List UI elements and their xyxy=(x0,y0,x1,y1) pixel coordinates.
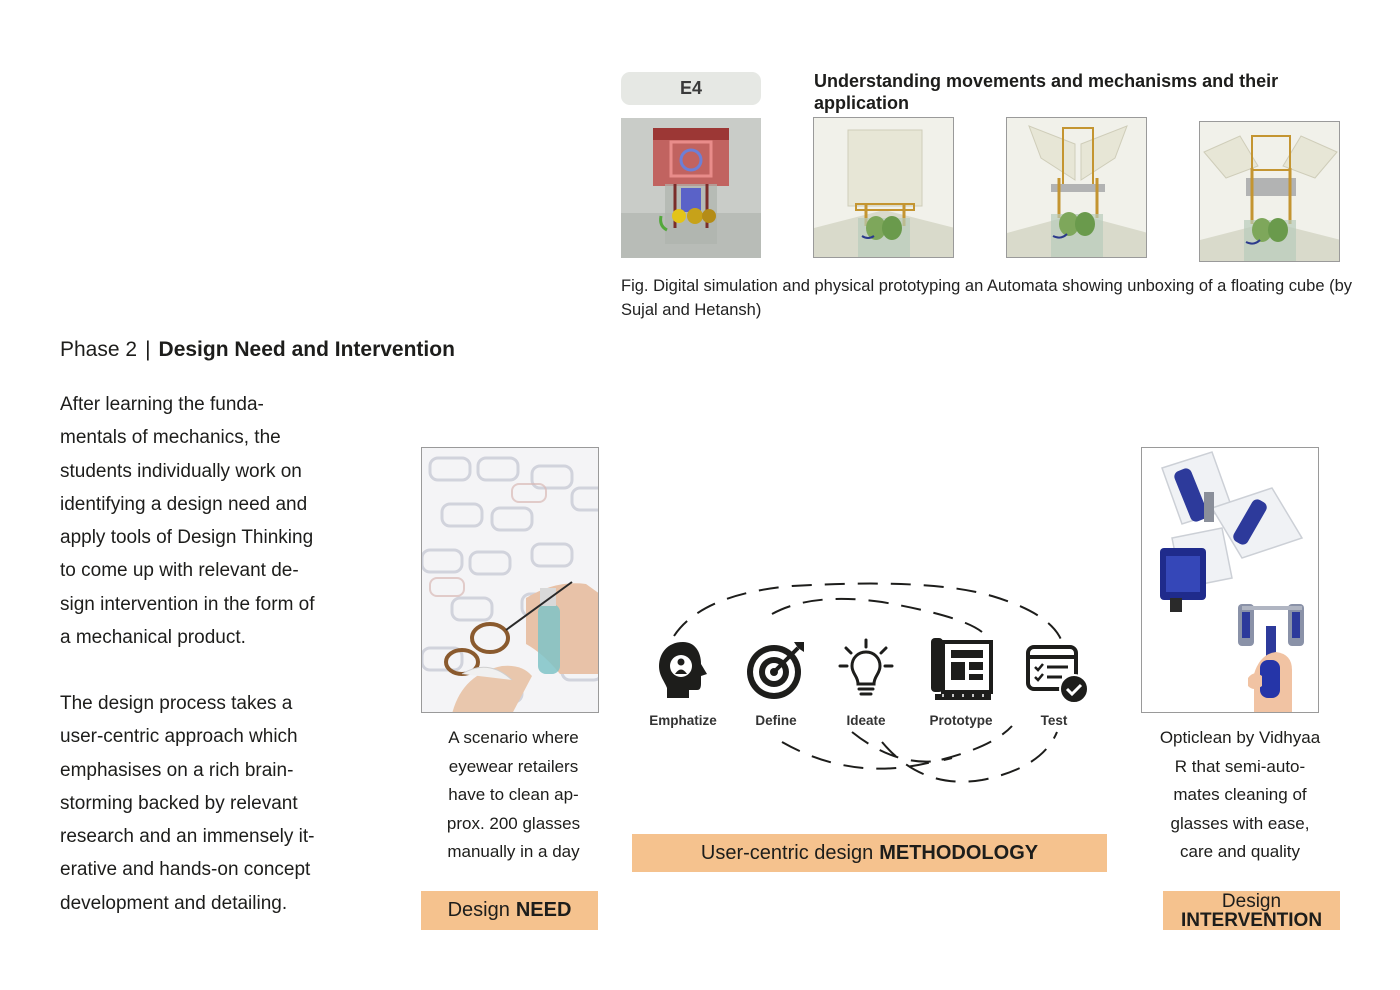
simulation-closed-cube-image xyxy=(813,117,954,258)
paragraph-line: research and an immensely it- xyxy=(60,826,315,848)
paragraph-line: to come up with relevant de- xyxy=(60,560,299,582)
phase-title: Design Need and Intervention xyxy=(158,338,455,361)
paragraph-line: After learning the funda- xyxy=(60,394,264,415)
caption-line: glasses with ease, xyxy=(1170,813,1310,833)
label-bold-text: METHODOLOGY xyxy=(879,841,1039,864)
emphatize-icon xyxy=(655,638,711,700)
paragraph-line: mentals of mechanics, the xyxy=(60,427,281,449)
define-target-icon xyxy=(744,640,806,702)
automata-prototype-photo xyxy=(621,118,761,258)
need-caption xyxy=(421,724,606,867)
label-plain-text: User-centric design xyxy=(700,841,874,864)
caption-line: prox. 200 glasses xyxy=(446,813,581,833)
caption-line: Opticlean by Vidhyaa xyxy=(1159,728,1321,747)
figure-caption: Fig. Digital simulation and physical prototyping an Automata showing unboxing of a floating cube (by Sujal and Hetansh) xyxy=(621,277,1353,319)
prototype-blueprint-icon xyxy=(929,636,993,702)
section-heading: Understanding movements and mechanisms and their application xyxy=(814,71,1279,113)
paragraph-line: students individually work on xyxy=(60,460,302,482)
caption-line: manually in a day xyxy=(447,842,580,861)
caption-line: R that semi-auto- xyxy=(1174,756,1306,776)
caption-line: care and quality xyxy=(1179,842,1301,861)
design-need-label xyxy=(421,891,598,930)
paragraph-line: sign intervention in the form of xyxy=(60,593,315,615)
label-plain-text: Design xyxy=(1221,890,1282,912)
paragraph-line: storming backed by relevant xyxy=(60,792,298,814)
paragraph-line: user-centric approach which xyxy=(60,726,298,748)
label-bold-text: INTERVENTION xyxy=(1180,909,1323,931)
caption-line: have to clean ap- xyxy=(448,785,579,804)
simulation-opening-cube-image xyxy=(1006,117,1147,258)
paragraph-line: The design process takes a xyxy=(60,693,293,714)
phase-separator: | xyxy=(145,338,151,361)
stage-label-ideate: Ideate xyxy=(846,713,886,728)
caption-line: A scenario where xyxy=(448,728,579,747)
test-checklist-icon xyxy=(1026,645,1090,705)
paragraph-line: development and detailing. xyxy=(60,892,288,914)
caption-line: eyewear retailers xyxy=(448,756,579,776)
ideate-lightbulb-icon xyxy=(838,638,894,700)
paragraph-line: identifying a design need and xyxy=(60,493,308,515)
design-intervention-label xyxy=(1163,891,1340,930)
phase-label: Phase 2 xyxy=(60,338,138,361)
exercise-tag: E4 xyxy=(621,72,761,105)
caption-line: mates cleaning of xyxy=(1173,785,1307,804)
stage-label-define: Define xyxy=(755,713,797,728)
intervention-caption xyxy=(1138,724,1342,867)
paragraph-line: a mechanical product. xyxy=(60,627,246,649)
label-plain-text: Design xyxy=(447,899,510,921)
opticlean-product-render xyxy=(1141,447,1319,713)
stage-label-test: Test xyxy=(1040,713,1068,728)
stage-label-emphatize: Emphatize xyxy=(649,713,717,728)
paragraph-line: emphasises on a rich brain- xyxy=(60,759,294,781)
paragraph-line: apply tools of Design Thinking xyxy=(60,527,314,549)
stage-label-prototype: Prototype xyxy=(929,713,993,728)
paragraph-intro xyxy=(60,388,390,654)
paragraph-line: erative and hands-on concept xyxy=(60,859,311,881)
eyewear-cleaning-photo xyxy=(421,447,599,713)
label-bold-text: NEED xyxy=(515,899,572,921)
phase-heading xyxy=(60,338,455,362)
methodology-label xyxy=(632,834,1107,872)
paragraph-process xyxy=(60,687,390,920)
simulation-open-cube-image xyxy=(1199,121,1340,262)
